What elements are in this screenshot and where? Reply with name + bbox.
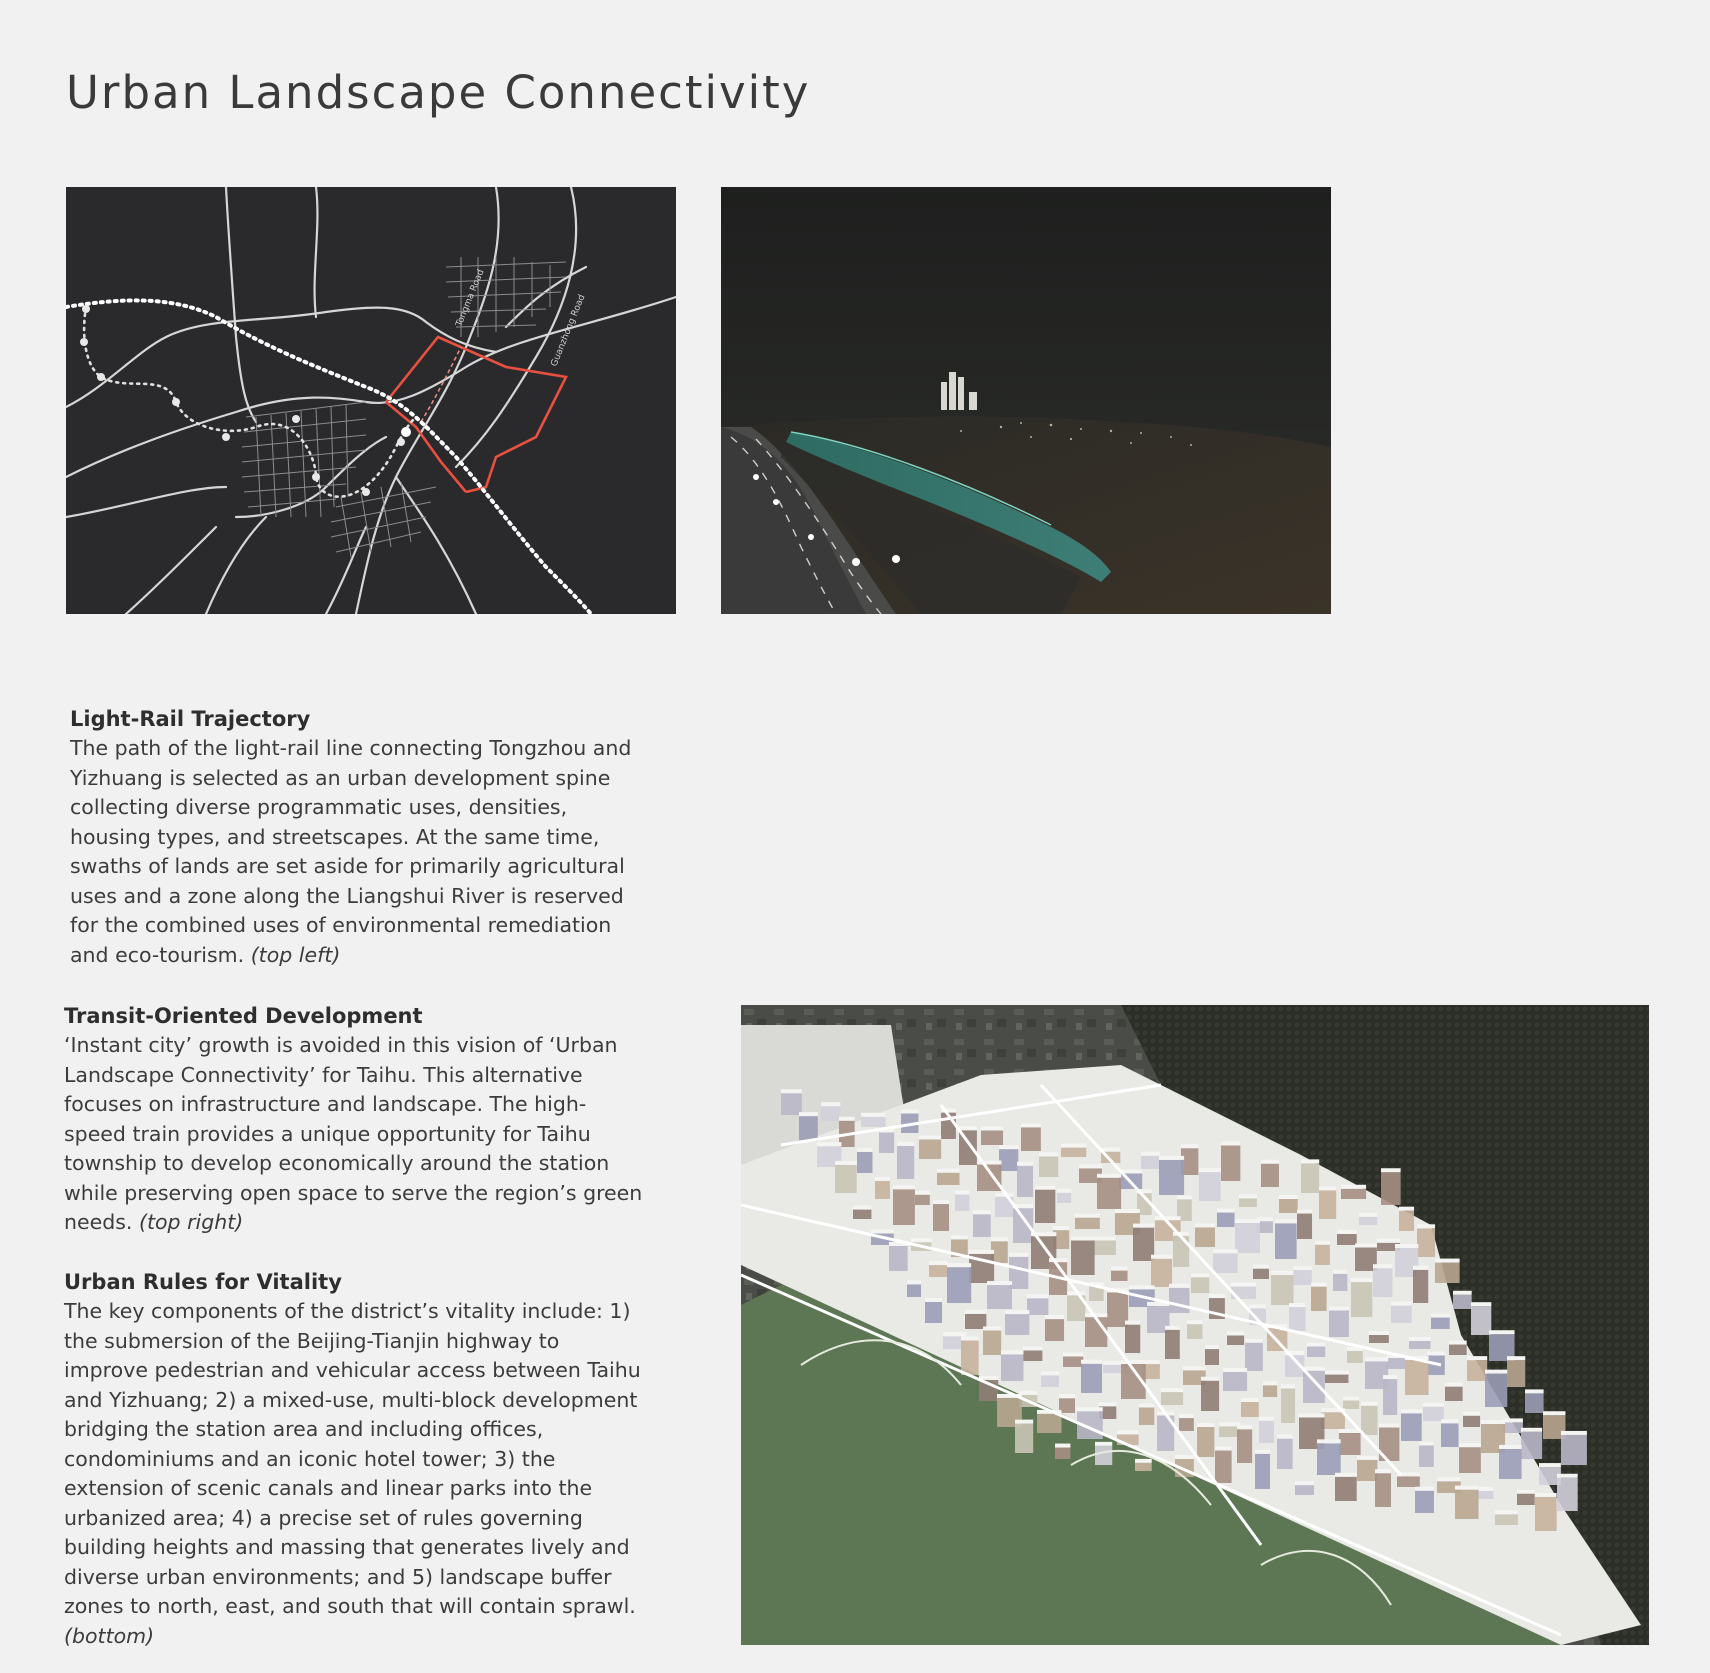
page-title: Urban Landscape Connectivity: [66, 66, 811, 119]
section-caption: (bottom): [64, 1623, 155, 1648]
section-body: The path of the light-rail line connecting Tongzhou and Yizhuang is selected as an urban development spine collecting diverse programmatic uses, densities, housing types, and streetscapes. At the same time, swaths of lands are set aside for primarily agricultural uses and a zone along the Liangshui River is reserved for the combined uses of environmental remediation and eco-tourism.: [70, 736, 632, 967]
map-road-label-1: Tongma Road: [454, 268, 487, 329]
section-caption: (top left): [250, 942, 341, 967]
section-body: ‘Instant city’ growth is avoided in this vision of ‘Urban Landscape Connectivity’ for Taihu. This alternative focuses on infrastructure and landscape. The high-speed train provides a unique opportunity for Taihu township to develop economically around the station while preserving open space to serve the region’s green needs.: [64, 1033, 643, 1234]
section-body: The key components of the district’s vitality include: 1) the submersion of the Beijing-Tianjin highway to improve pedestrian and vehicular access between Taihu and Yizhuang; 2) a mixed-use, multi-block development bridging the station area and including offices, condominiums and an iconic hotel tower; 3) the extension of scenic canals and linear parks into the urbanized area; 4) a precise set of rules governing building heights and massing that generates lively and diverse urban environments; and 5) landscape buffer zones to north, east, and south that will contain sprawl.: [64, 1299, 641, 1618]
aerial-rendering: [741, 1005, 1649, 1645]
map-road-label-2: Guanzhong Road: [549, 293, 588, 369]
section-caption: (top right): [138, 1210, 244, 1234]
section-transit-oriented: [64, 1001, 644, 1238]
section-urban-rules: [64, 1267, 644, 1651]
light-rail-map: [66, 187, 676, 614]
section-heading: Urban Rules for Vitality: [64, 1270, 342, 1294]
section-light-rail: [70, 704, 640, 970]
section-heading: Light-Rail Trajectory: [70, 707, 311, 731]
night-rendering: [721, 187, 1331, 614]
section-heading: Transit-Oriented Development: [64, 1004, 423, 1028]
